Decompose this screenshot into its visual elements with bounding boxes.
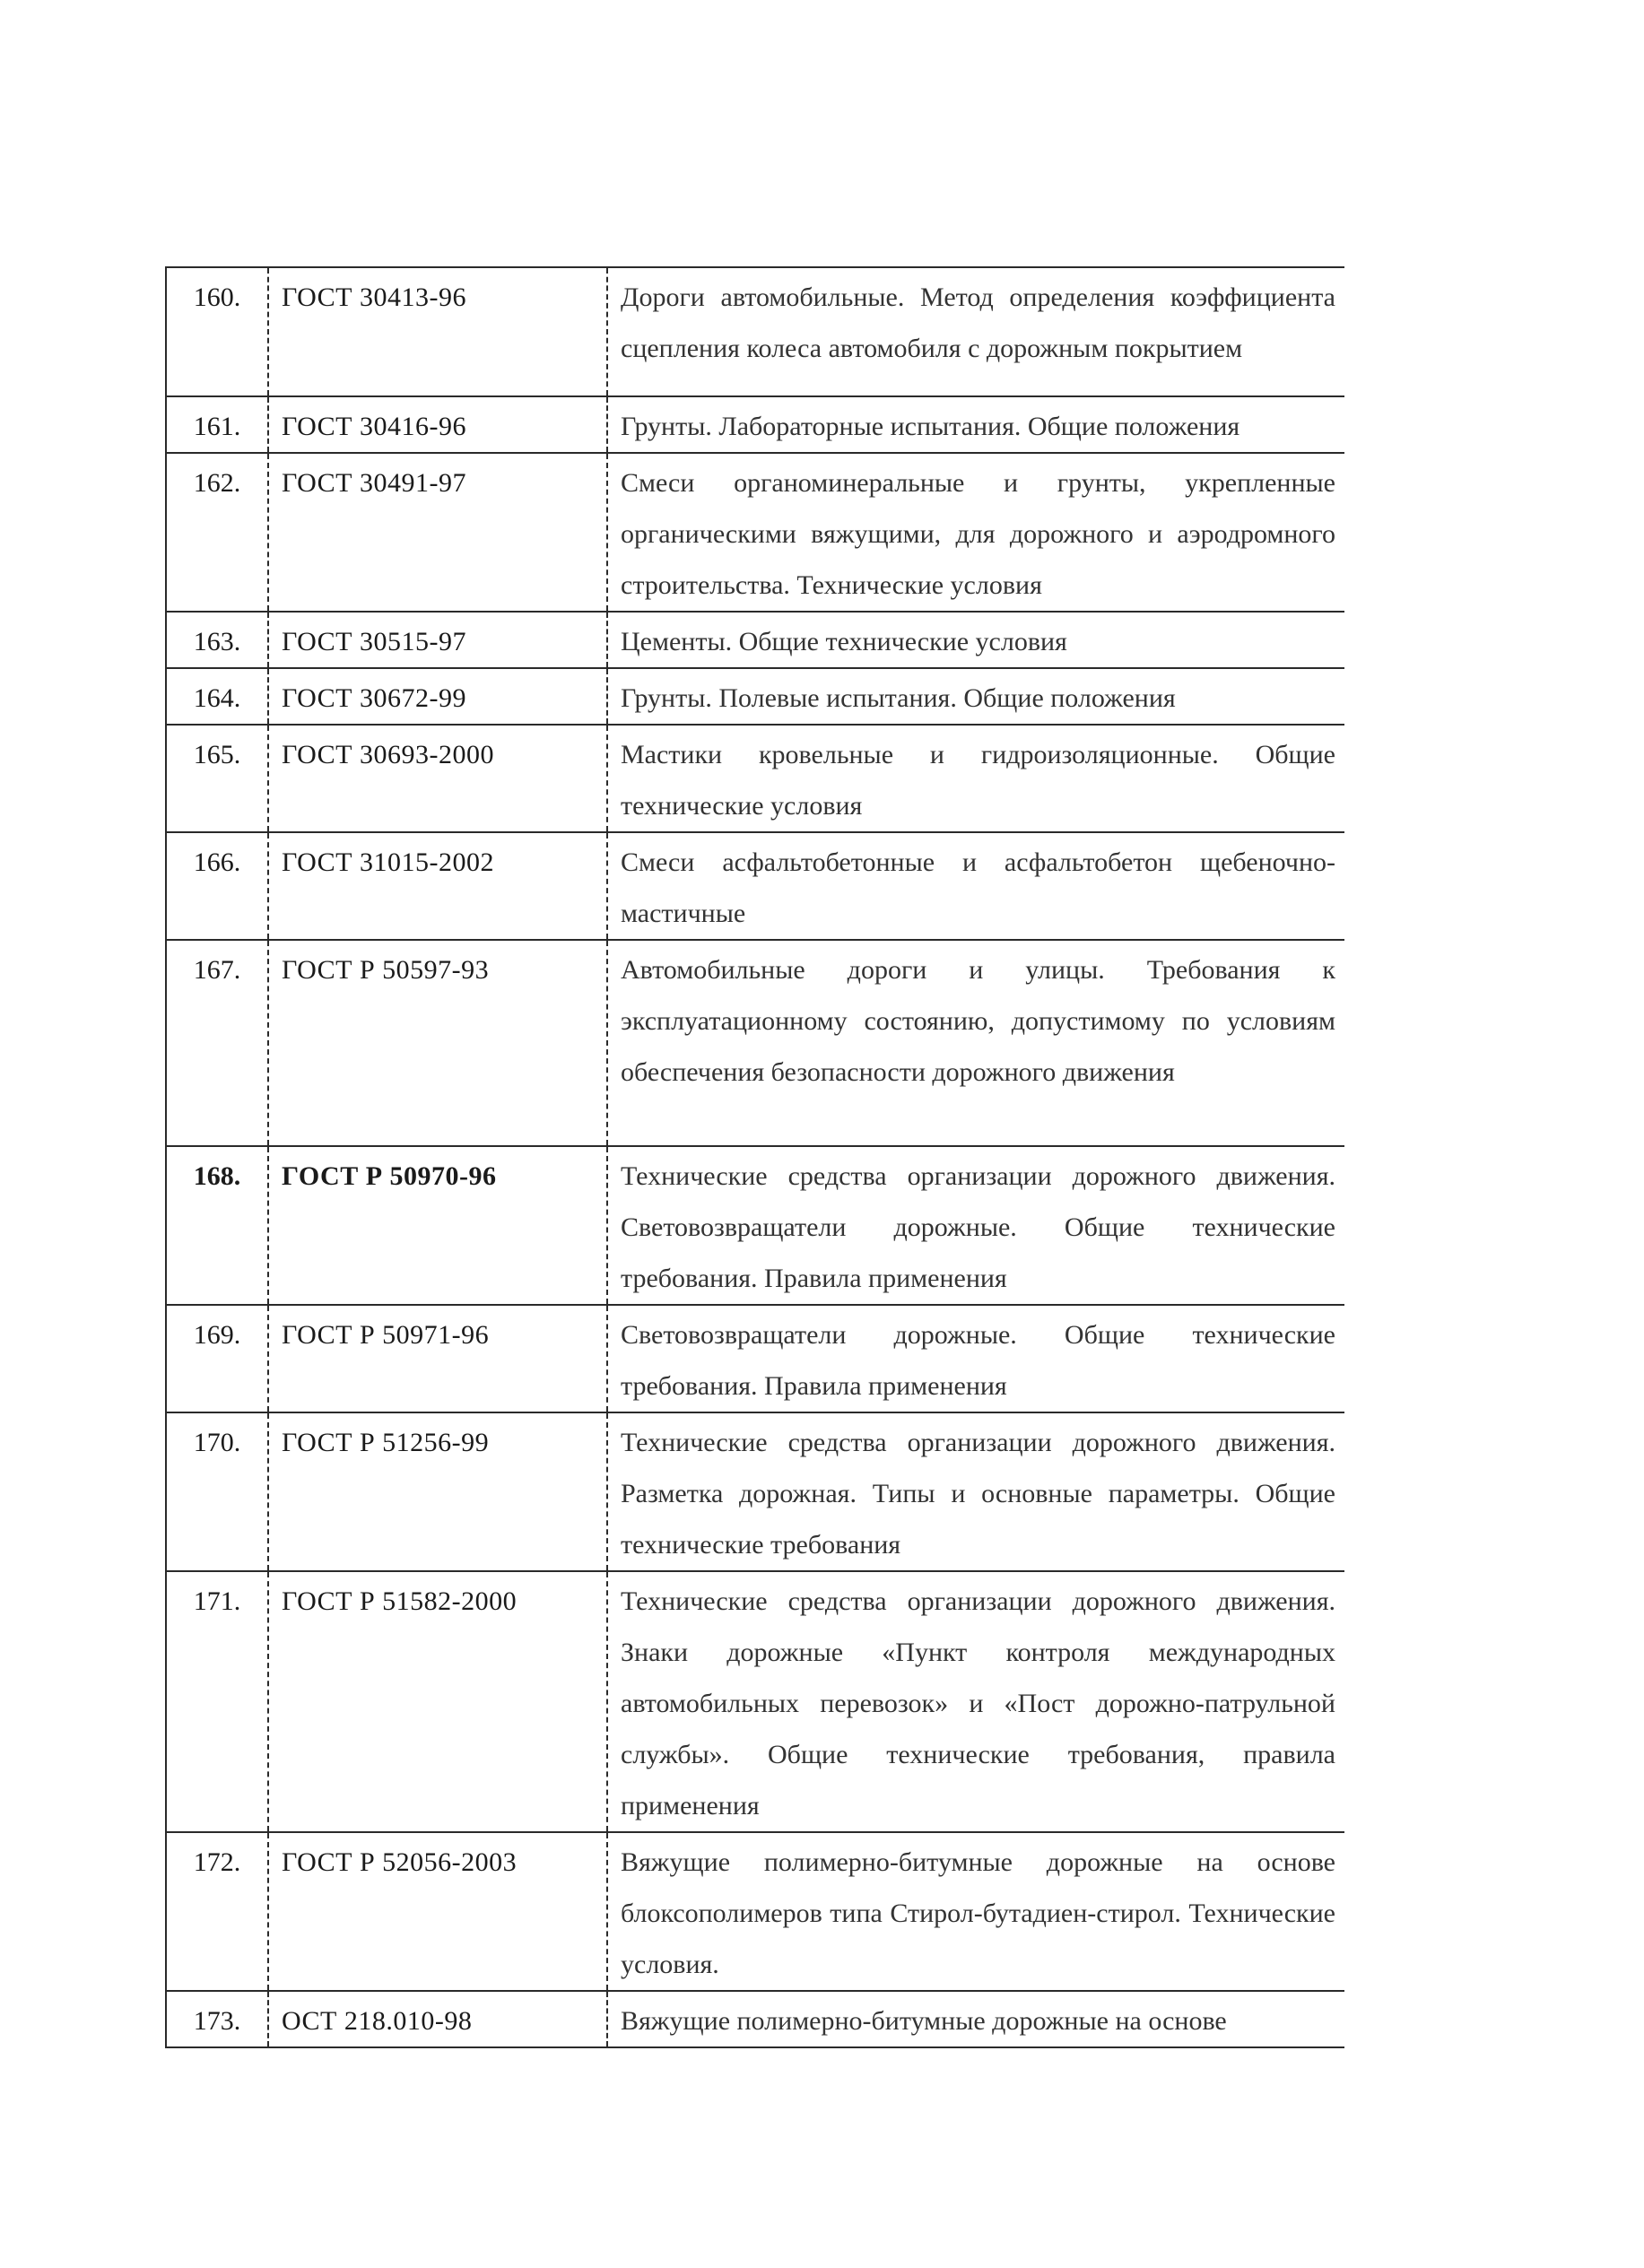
standard-code: ГОСТ 31015-2002 bbox=[268, 832, 607, 940]
standard-code: ГОСТ Р 50971-96 bbox=[268, 1305, 607, 1412]
row-number: 164. bbox=[166, 668, 268, 725]
standard-code: ГОСТ Р 52056-2003 bbox=[268, 1832, 607, 1991]
standard-title: Грунты. Полевые испытания. Общие положения bbox=[607, 668, 1344, 725]
standard-code: ГОСТ 30413-96 bbox=[268, 267, 607, 396]
row-number: 173. bbox=[166, 1991, 268, 2047]
standard-title: Автомобильные дороги и улицы. Требования к эксплуатационному состоянию, допустимому по условиям обеспечения безопасности дорожного движения bbox=[607, 940, 1344, 1146]
row-number: 170. bbox=[166, 1412, 268, 1571]
standard-code: ГОСТ 30515-97 bbox=[268, 612, 607, 668]
table-row bbox=[166, 1305, 1344, 1412]
row-number: 161. bbox=[166, 396, 268, 453]
table-row bbox=[166, 396, 1344, 453]
row-number: 165. bbox=[166, 725, 268, 832]
standard-title: Цементы. Общие технические условия bbox=[607, 612, 1344, 668]
table-row bbox=[166, 612, 1344, 668]
standard-code: ОСТ 218.010-98 bbox=[268, 1991, 607, 2047]
row-number: 160. bbox=[166, 267, 268, 396]
table-row bbox=[166, 1146, 1344, 1305]
standard-title: Технические средства организации дорожного движения. Разметка дорожная. Типы и основные параметры. Общие технические требования bbox=[607, 1412, 1344, 1571]
row-number: 172. bbox=[166, 1832, 268, 1991]
row-number: 166. bbox=[166, 832, 268, 940]
standard-title: Технические средства организации дорожного движения. Знаки дорожные «Пункт контроля международных автомобильных перевозок» и «Пост дорожно-патрульной службы». Общие технические требования, правила применения bbox=[607, 1571, 1344, 1832]
row-number: 167. bbox=[166, 940, 268, 1146]
standard-title: Световозвращатели дорожные. Общие технические требования. Правила применения bbox=[607, 1305, 1344, 1412]
row-number: 171. bbox=[166, 1571, 268, 1832]
row-number: 168. bbox=[166, 1146, 268, 1305]
standard-code: ГОСТ 30693-2000 bbox=[268, 725, 607, 832]
table-row bbox=[166, 725, 1344, 832]
standard-title: Мастики кровельные и гидроизоляционные. Общие технические условия bbox=[607, 725, 1344, 832]
standard-title: Вяжущие полимерно-битумные дорожные на основе bbox=[607, 1991, 1344, 2047]
standards-table-body bbox=[166, 267, 1344, 2047]
row-number: 169. bbox=[166, 1305, 268, 1412]
standard-code: ГОСТ Р 50597-93 bbox=[268, 940, 607, 1146]
standard-title: Дороги автомобильные. Метод определения коэффициента сцепления колеса автомобиля с дорожным покрытием bbox=[607, 267, 1344, 396]
standard-code: ГОСТ 30416-96 bbox=[268, 396, 607, 453]
standards-table bbox=[165, 266, 1344, 2048]
table-row bbox=[166, 1991, 1344, 2047]
standard-title: Вяжущие полимерно-битумные дорожные на основе блоксополимеров типа Стирол-бутадиен-стирол. Технические условия. bbox=[607, 1832, 1344, 1991]
row-number: 163. bbox=[166, 612, 268, 668]
standard-code: ГОСТ 30672-99 bbox=[268, 668, 607, 725]
standard-title: Смеси асфальтобетонные и асфальтобетон щебеночно-мастичные bbox=[607, 832, 1344, 940]
table-row bbox=[166, 940, 1344, 1146]
table-row bbox=[166, 1412, 1344, 1571]
standard-code: ГОСТ Р 51582-2000 bbox=[268, 1571, 607, 1832]
table-row bbox=[166, 832, 1344, 940]
table-row bbox=[166, 1832, 1344, 1991]
standard-code: ГОСТ Р 50970-96 bbox=[268, 1146, 607, 1305]
standard-code: ГОСТ 30491-97 bbox=[268, 453, 607, 612]
standard-title: Технические средства организации дорожного движения. Световозвращатели дорожные. Общие технические требования. Правила применения bbox=[607, 1146, 1344, 1305]
table-row bbox=[166, 668, 1344, 725]
table-row bbox=[166, 453, 1344, 612]
standard-title: Грунты. Лабораторные испытания. Общие положения bbox=[607, 396, 1344, 453]
standard-code: ГОСТ Р 51256-99 bbox=[268, 1412, 607, 1571]
table-row bbox=[166, 267, 1344, 396]
row-number: 162. bbox=[166, 453, 268, 612]
standard-title: Смеси органоминеральные и грунты, укрепленные органическими вяжущими, для дорожного и аэродромного строительства. Технические условия bbox=[607, 453, 1344, 612]
table-row bbox=[166, 1571, 1344, 1832]
